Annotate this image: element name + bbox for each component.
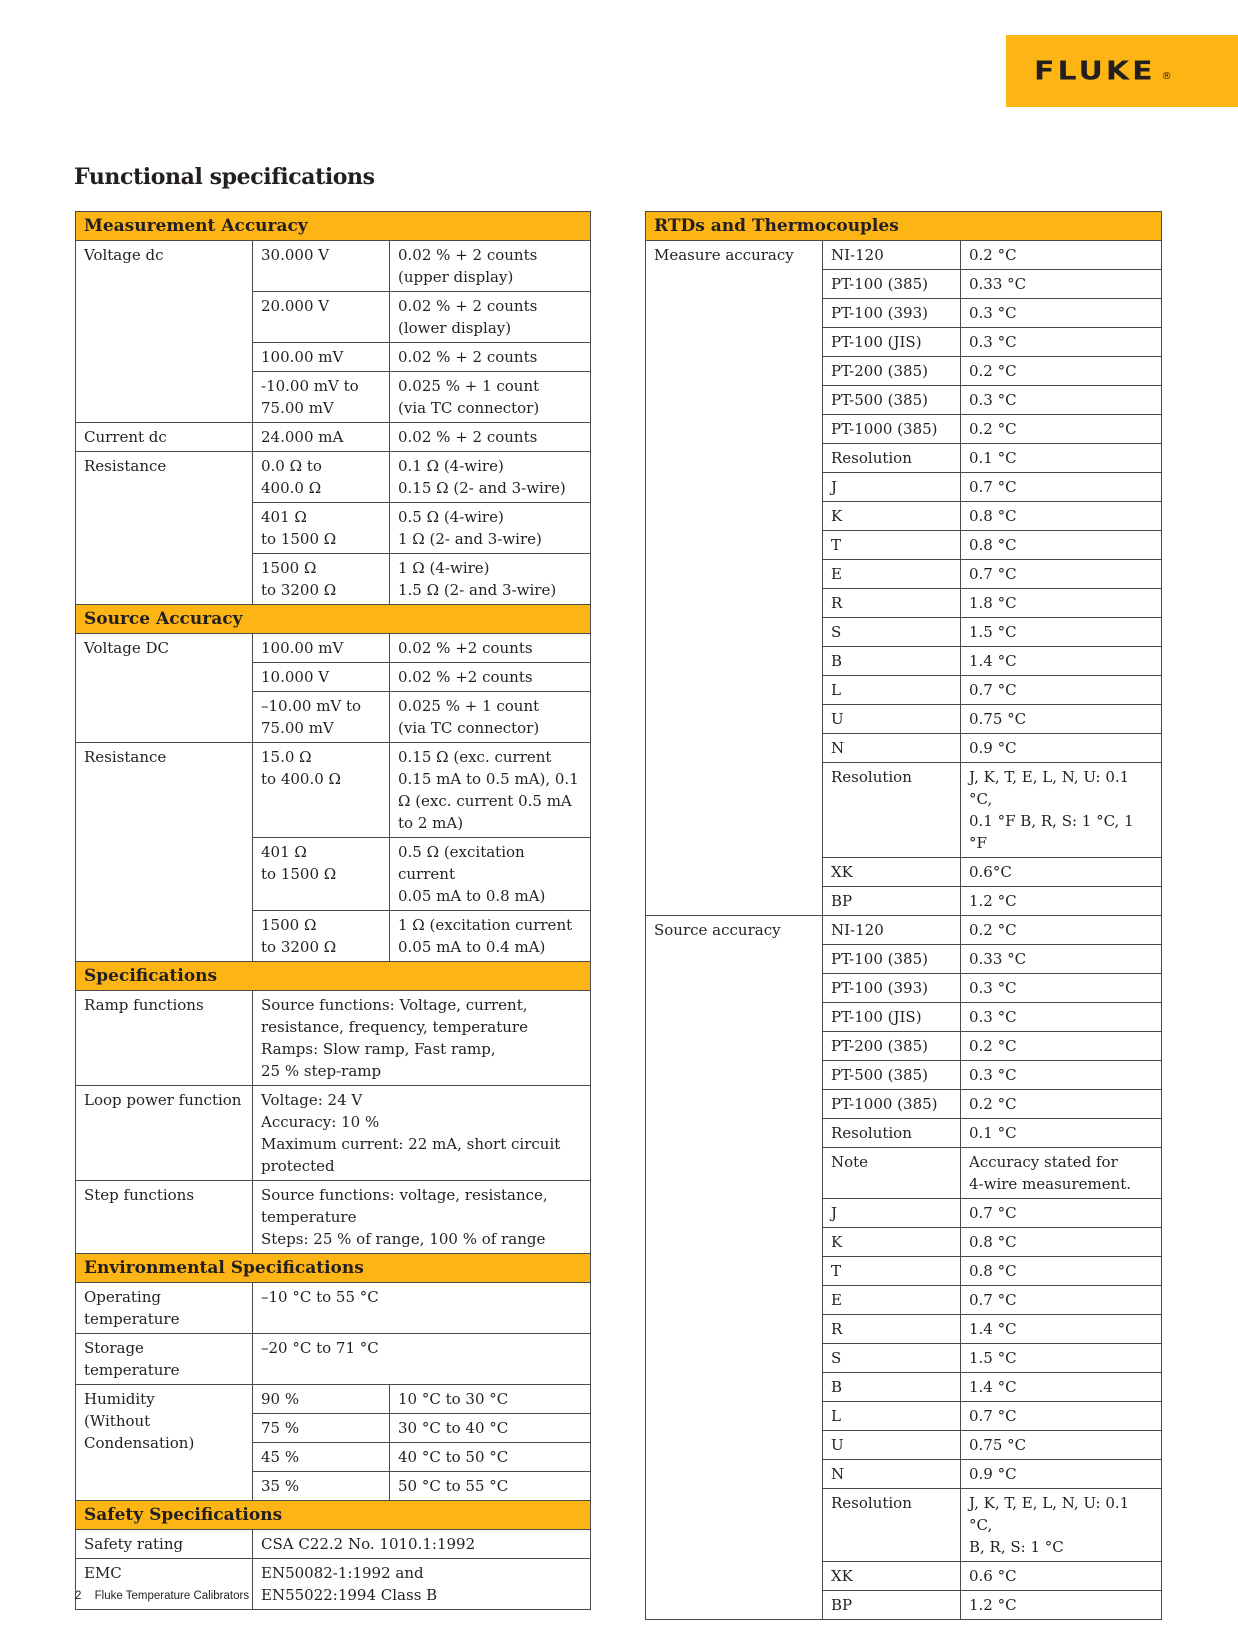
sensor-type-cell: PT-200 (385) xyxy=(823,1032,961,1061)
humidity-cell: 75 % xyxy=(253,1414,390,1443)
accuracy-cell: 0.3 °C xyxy=(961,1003,1162,1032)
accuracy-cell: 0.2 °C xyxy=(961,1032,1162,1061)
section-title-source: Source Accuracy xyxy=(76,605,591,634)
sensor-type-cell: Resolution xyxy=(823,444,961,473)
accuracy-cell: 1.2 °C xyxy=(961,1591,1162,1620)
accuracy-cell: 0.1 Ω (4-wire) 0.15 Ω (2- and 3-wire) xyxy=(390,452,591,503)
page-title: Functional specifications xyxy=(74,164,375,190)
sensor-type-cell: B xyxy=(823,1373,961,1402)
row-label: Resistance xyxy=(76,743,253,962)
temp-range-cell: 40 °C to 50 °C xyxy=(390,1443,591,1472)
accuracy-cell: 0.3 °C xyxy=(961,328,1162,357)
sensor-type-cell: PT-100 (JIS) xyxy=(823,328,961,357)
range-cell: –10.00 mV to 75.00 mV xyxy=(253,692,390,743)
accuracy-cell: 0.75 °C xyxy=(961,1431,1162,1460)
sensor-type-cell: L xyxy=(823,676,961,705)
range-cell: 401 Ω to 1500 Ω xyxy=(253,503,390,554)
accuracy-cell: 0.3 °C xyxy=(961,1061,1162,1090)
accuracy-cell: 1.2 °C xyxy=(961,887,1162,916)
sensor-type-cell: PT-100 (393) xyxy=(823,299,961,328)
sensor-type-cell: PT-200 (385) xyxy=(823,357,961,386)
humidity-cell: 45 % xyxy=(253,1443,390,1472)
page-footer xyxy=(75,1590,249,1602)
value-cell: EN50082-1:1992 and EN55022:1994 Class B xyxy=(253,1559,591,1610)
accuracy-cell: 0.1 °C xyxy=(961,1119,1162,1148)
accuracy-cell: 0.02 % +2 counts xyxy=(390,663,591,692)
accuracy-cell: 0.75 °C xyxy=(961,705,1162,734)
section-header xyxy=(76,1254,591,1283)
accuracy-cell: 1.5 °C xyxy=(961,618,1162,647)
sensor-type-cell: L xyxy=(823,1402,961,1431)
accuracy-cell: 0.3 °C xyxy=(961,974,1162,1003)
section-header xyxy=(76,962,591,991)
accuracy-cell: 0.33 °C xyxy=(961,270,1162,299)
sensor-type-cell: PT-1000 (385) xyxy=(823,415,961,444)
accuracy-cell: 1.4 °C xyxy=(961,1315,1162,1344)
range-cell: 15.0 Ω to 400.0 Ω xyxy=(253,743,390,838)
accuracy-cell: 0.8 °C xyxy=(961,502,1162,531)
range-cell: 1500 Ω to 3200 Ω xyxy=(253,554,390,605)
accuracy-cell: 0.33 °C xyxy=(961,945,1162,974)
section-header xyxy=(76,605,591,634)
accuracy-cell: 0.9 °C xyxy=(961,1460,1162,1489)
sensor-type-cell: PT-500 (385) xyxy=(823,386,961,415)
row-label: Storage temperature xyxy=(76,1334,253,1385)
accuracy-cell: 1.4 °C xyxy=(961,1373,1162,1402)
accuracy-cell: 1.8 °C xyxy=(961,589,1162,618)
table-row xyxy=(76,423,591,452)
accuracy-cell: 0.8 °C xyxy=(961,531,1162,560)
accuracy-cell: Accuracy stated for 4-wire measurement. xyxy=(961,1148,1162,1199)
accuracy-cell: 0.7 °C xyxy=(961,1199,1162,1228)
sensor-type-cell: B xyxy=(823,647,961,676)
accuracy-cell: 0.7 °C xyxy=(961,676,1162,705)
row-label: Current dc xyxy=(76,423,253,452)
accuracy-cell: 1 Ω (excitation current 0.05 mA to 0.4 mA) xyxy=(390,911,591,962)
row-label: Voltage DC xyxy=(76,634,253,743)
measure-accuracy-label: Measure accuracy xyxy=(646,241,823,916)
sensor-type-cell: PT-100 (385) xyxy=(823,945,961,974)
accuracy-cell: J, K, T, E, L, N, U: 0.1 °C, B, R, S: 1 °C xyxy=(961,1489,1162,1562)
accuracy-cell: 0.02 % + 2 counts xyxy=(390,343,591,372)
sensor-type-cell: K xyxy=(823,502,961,531)
row-label: EMC xyxy=(76,1559,253,1610)
row-label: Step functions xyxy=(76,1181,253,1254)
temp-range-cell: 30 °C to 40 °C xyxy=(390,1414,591,1443)
accuracy-cell: 0.2 °C xyxy=(961,415,1162,444)
sensor-type-cell: K xyxy=(823,1228,961,1257)
table-row xyxy=(76,743,591,838)
section-title-rtd: RTDs and Thermocouples xyxy=(646,212,1162,241)
row-label: Voltage dc xyxy=(76,241,253,423)
sensor-type-cell: J xyxy=(823,473,961,502)
sensor-type-cell: U xyxy=(823,705,961,734)
range-cell: 24.000 mA xyxy=(253,423,390,452)
sensor-type-cell: XK xyxy=(823,1562,961,1591)
table-row xyxy=(76,1283,591,1334)
sensor-type-cell: BP xyxy=(823,887,961,916)
accuracy-cell: 0.3 °C xyxy=(961,299,1162,328)
sensor-type-cell: R xyxy=(823,589,961,618)
table-row xyxy=(76,991,591,1086)
sensor-type-cell: PT-100 (JIS) xyxy=(823,1003,961,1032)
fluke-logo xyxy=(1006,35,1238,107)
footer-text: Fluke Temperature Calibrators xyxy=(94,1590,250,1602)
sensor-type-cell: S xyxy=(823,1344,961,1373)
accuracy-cell: 0.1 °C xyxy=(961,444,1162,473)
sensor-type-cell: E xyxy=(823,560,961,589)
sensor-type-cell: PT-100 (385) xyxy=(823,270,961,299)
row-label: Operating temperature xyxy=(76,1283,253,1334)
sensor-type-cell: U xyxy=(823,1431,961,1460)
accuracy-cell: 0.15 Ω (exc. current 0.15 mA to 0.5 mA), 0.1 Ω (exc. current 0.5 mA to 2 mA) xyxy=(390,743,591,838)
value-cell: –10 °C to 55 °C xyxy=(253,1283,591,1334)
value-cell: Source functions: voltage, resistance, temperature Steps: 25 % of range, 100 % of range xyxy=(253,1181,591,1254)
accuracy-cell: 0.2 °C xyxy=(961,357,1162,386)
range-cell: 1500 Ω to 3200 Ω xyxy=(253,911,390,962)
sensor-type-cell: Resolution xyxy=(823,1489,961,1562)
humidity-cell: 90 % xyxy=(253,1385,390,1414)
sensor-type-cell: NI-120 xyxy=(823,916,961,945)
sensor-type-cell: NI-120 xyxy=(823,241,961,270)
accuracy-cell: 0.7 °C xyxy=(961,1402,1162,1431)
sensor-type-cell: N xyxy=(823,1460,961,1489)
sensor-type-cell: PT-500 (385) xyxy=(823,1061,961,1090)
table-row xyxy=(76,1385,591,1414)
accuracy-cell: 0.2 °C xyxy=(961,916,1162,945)
accuracy-cell: 0.8 °C xyxy=(961,1228,1162,1257)
table-row xyxy=(76,1086,591,1181)
row-label: Resistance xyxy=(76,452,253,605)
accuracy-cell: 0.02 % + 2 counts (upper display) xyxy=(390,241,591,292)
accuracy-cell: 0.025 % + 1 count (via TC connector) xyxy=(390,692,591,743)
sensor-type-cell: T xyxy=(823,1257,961,1286)
row-label: Safety rating xyxy=(76,1530,253,1559)
accuracy-cell: 1 Ω (4-wire) 1.5 Ω (2- and 3-wire) xyxy=(390,554,591,605)
sensor-type-cell: PT-100 (393) xyxy=(823,974,961,1003)
value-cell: CSA C22.2 No. 1010.1:1992 xyxy=(253,1530,591,1559)
accuracy-cell: 1.4 °C xyxy=(961,647,1162,676)
row-label: Loop power function xyxy=(76,1086,253,1181)
range-cell: 401 Ω to 1500 Ω xyxy=(253,838,390,911)
section-title-safety: Safety Specifications xyxy=(76,1501,591,1530)
accuracy-cell: J, K, T, E, L, N, U: 0.1 °C, 0.1 °F B, R, S: 1 °C, 1 °F xyxy=(961,763,1162,858)
rtd-thermocouple-table xyxy=(645,211,1162,1620)
range-cell: 20.000 V xyxy=(253,292,390,343)
accuracy-cell: 0.025 % + 1 count (via TC connector) xyxy=(390,372,591,423)
registered-mark: ® xyxy=(1161,70,1172,82)
temp-range-cell: 10 °C to 30 °C xyxy=(390,1385,591,1414)
row-label: Humidity (Without Condensation) xyxy=(76,1385,253,1501)
range-cell: 0.0 Ω to 400.0 Ω xyxy=(253,452,390,503)
accuracy-cell: 0.02 % +2 counts xyxy=(390,634,591,663)
accuracy-cell: 0.8 °C xyxy=(961,1257,1162,1286)
sensor-type-cell: BP xyxy=(823,1591,961,1620)
section-title-specifications: Specifications xyxy=(76,962,591,991)
accuracy-cell: 0.7 °C xyxy=(961,473,1162,502)
accuracy-cell: 0.6°C xyxy=(961,858,1162,887)
section-title-measurement: Measurement Accuracy xyxy=(76,212,591,241)
left-spec-table xyxy=(75,211,591,1610)
table-row xyxy=(76,1181,591,1254)
sensor-type-cell: Note xyxy=(823,1148,961,1199)
table-row xyxy=(76,452,591,503)
sensor-type-cell: Resolution xyxy=(823,1119,961,1148)
accuracy-cell: 0.2 °C xyxy=(961,1090,1162,1119)
range-cell: 30.000 V xyxy=(253,241,390,292)
table-row xyxy=(76,241,591,292)
table-row xyxy=(76,1530,591,1559)
sensor-type-cell: J xyxy=(823,1199,961,1228)
range-cell: 10.000 V xyxy=(253,663,390,692)
sensor-type-cell: E xyxy=(823,1286,961,1315)
sensor-type-cell: XK xyxy=(823,858,961,887)
sensor-type-cell: R xyxy=(823,1315,961,1344)
accuracy-cell: 0.7 °C xyxy=(961,1286,1162,1315)
table-row xyxy=(76,1334,591,1385)
accuracy-cell: 0.6 °C xyxy=(961,1562,1162,1591)
sensor-type-cell: N xyxy=(823,734,961,763)
accuracy-cell: 0.9 °C xyxy=(961,734,1162,763)
accuracy-cell: 1.5 °C xyxy=(961,1344,1162,1373)
temp-range-cell: 50 °C to 55 °C xyxy=(390,1472,591,1501)
accuracy-cell: 0.5 Ω (4-wire) 1 Ω (2- and 3-wire) xyxy=(390,503,591,554)
row-label: Ramp functions xyxy=(76,991,253,1086)
table-row xyxy=(646,916,1162,945)
range-cell: 100.00 mV xyxy=(253,343,390,372)
accuracy-cell: 0.7 °C xyxy=(961,560,1162,589)
sensor-type-cell: PT-1000 (385) xyxy=(823,1090,961,1119)
sensor-type-cell: T xyxy=(823,531,961,560)
accuracy-cell: 0.5 Ω (excitation current 0.05 mA to 0.8 mA) xyxy=(390,838,591,911)
section-header xyxy=(646,212,1162,241)
range-cell: -10.00 mV to 75.00 mV xyxy=(253,372,390,423)
section-title-environmental: Environmental Specifications xyxy=(76,1254,591,1283)
value-cell: –20 °C to 71 °C xyxy=(253,1334,591,1385)
accuracy-cell: 0.3 °C xyxy=(961,386,1162,415)
logo-wordmark: FLUKE xyxy=(1034,56,1156,86)
table-row xyxy=(646,241,1162,270)
source-accuracy-label: Source accuracy xyxy=(646,916,823,1620)
sensor-type-cell: S xyxy=(823,618,961,647)
value-cell: Source functions: Voltage, current, resistance, frequency, temperature Ramps: Slow ramp, Fast ramp, 25 % step-ramp xyxy=(253,991,591,1086)
accuracy-cell: 0.02 % + 2 counts (lower display) xyxy=(390,292,591,343)
section-header xyxy=(76,1501,591,1530)
sensor-type-cell: Resolution xyxy=(823,763,961,858)
table-row xyxy=(76,634,591,663)
accuracy-cell: 0.2 °C xyxy=(961,241,1162,270)
accuracy-cell: 0.02 % + 2 counts xyxy=(390,423,591,452)
humidity-cell: 35 % xyxy=(253,1472,390,1501)
section-header xyxy=(76,212,591,241)
range-cell: 100.00 mV xyxy=(253,634,390,663)
value-cell: Voltage: 24 V Accuracy: 10 % Maximum current: 22 mA, short circuit protected xyxy=(253,1086,591,1181)
page-number: 2 xyxy=(75,1590,82,1602)
